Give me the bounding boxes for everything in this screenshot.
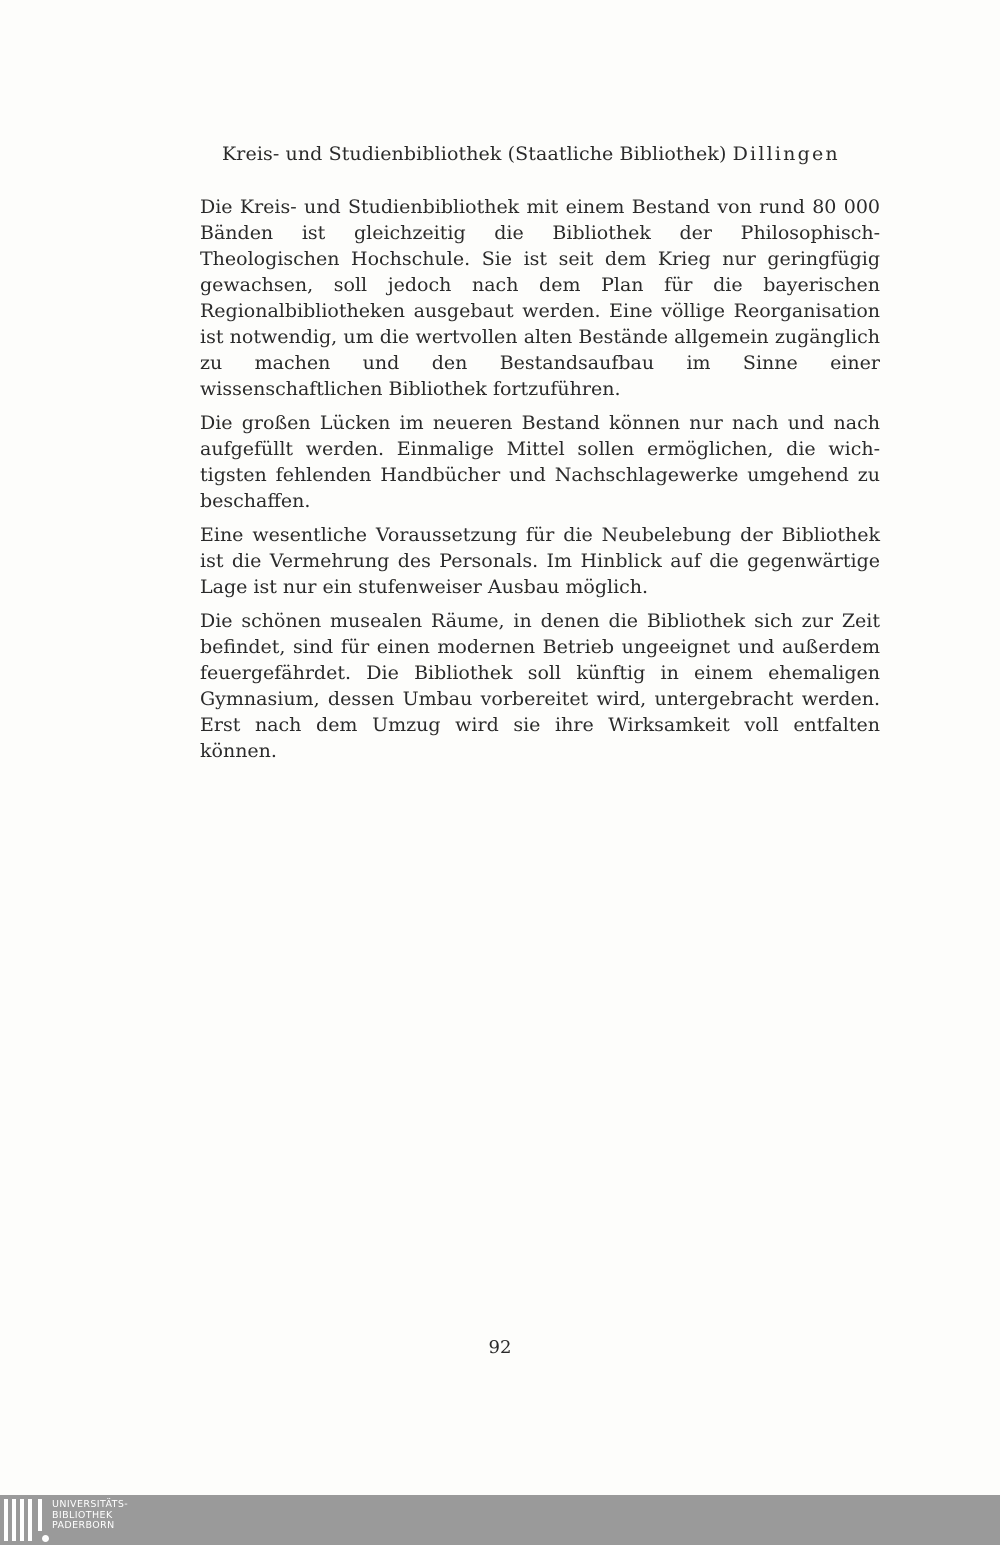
paragraph-1: Die Kreis- und Studienbibliothek mit einem Bestand von rund 80 000 Bänden ist gleichzeitig die Bibliothek der Philosophisch-Theologischen Hochschule. Sie ist seit dem Krieg nur geringfügig gewachsen, soll jedoch nach dem Plan für die bayerischen Regionalbibliotheken ausgebaut werden. Eine völlige Reorganisation ist notwendig, um die wertvollen alten Bestände allgemein zugänglich zu machen und den Bestandsaufbau im Sinne einer wissenschaftlichen Bibliothek fortzuführen. bbox=[200, 196, 880, 400]
section-heading bbox=[222, 140, 862, 168]
logo-line-1: UNIVERSITÄTS- bbox=[52, 1499, 129, 1510]
heading-place: Dillingen bbox=[732, 143, 840, 165]
heading-title: Kreis- und Studienbibliothek (Staatliche Bibliothek) bbox=[222, 143, 733, 165]
page-number: 92 bbox=[488, 1337, 512, 1358]
paragraph-4: Die schönen musealen Räume, in denen die Bibliothek sich zur Zeit befindet, sind für einen modernen Betrieb ungeeignet und außerdem feuergefährdet. Die Bibliothek soll künftig in einem ehemaligen Gymnasium, dessen Umbau vorbereitet wird, untergebracht werden. Erst nach dem Umzug wird sie ihre Wirksamkeit voll entfalten können. bbox=[200, 610, 880, 762]
library-logo-icon bbox=[4, 1495, 48, 1545]
library-footer bbox=[0, 1495, 1000, 1545]
paragraph-3: Eine wesentliche Voraussetzung für die Neubelebung der Bibliothek ist die Vermehrung des Personals. Im Hinblick auf die gegenwärtige Lage ist nur ein stufenweiser Ausbau möglich. bbox=[200, 524, 880, 598]
paragraph-2: Die großen Lücken im neueren Bestand können nur nach und nach aufgefüllt werden. Einmalige Mittel sollen ermöglichen, die wichtigsten fehlenden Handbücher und Nachschlagewerke umgehend zu beschaffen. bbox=[200, 412, 880, 512]
logo-line-2: BIBLIOTHEK bbox=[52, 1509, 113, 1521]
logo-line-3: PADERBORN bbox=[52, 1520, 115, 1531]
library-logo-text bbox=[52, 1500, 128, 1532]
body-text bbox=[200, 194, 880, 772]
